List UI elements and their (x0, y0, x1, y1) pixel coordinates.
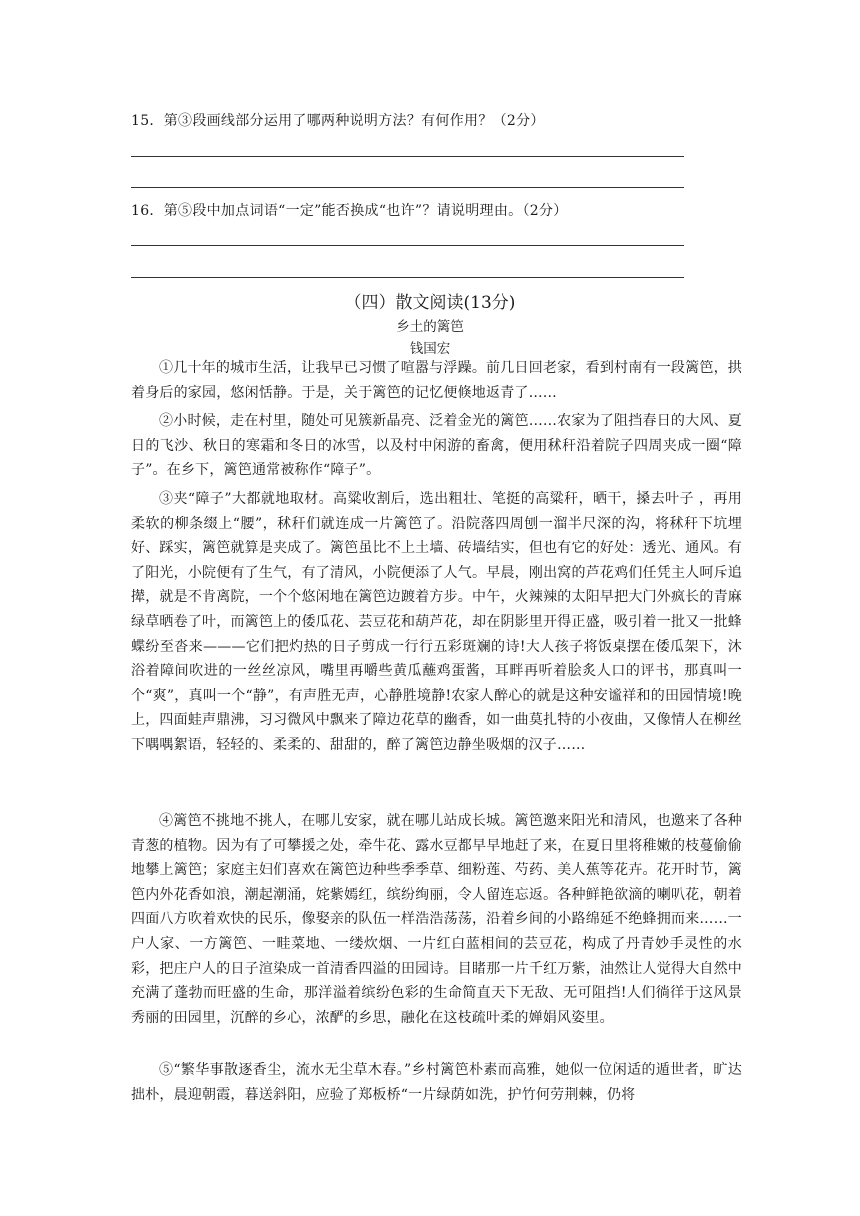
paragraph-2: ②小时候，走在村里，随处可见簇新晶亮、泛着金光的篱笆……农家为了阻挡春日的大风、夏日的飞沙、秋日的寒霜和冬日的冰雪，以及村中闲游的畜禽，便用秫秆沿着院子四周夹成一圈“障子”。在乡下，篱笆通常被称作“障子”。 (131, 413, 742, 479)
answer-line (131, 277, 684, 278)
essay-author: 钱国宏 (409, 341, 451, 357)
essay-title: 乡土的篱笆 (396, 319, 464, 335)
question-15: 15．第③段画线部分运用了哪两种说明方法？有何作用？（2分） (131, 113, 545, 129)
answer-line (131, 156, 684, 157)
paragraph-5: ⑤“繁华事散逐香尘，流水无尘草木春。”乡村篱笆朴素而高雅，她似一位闲适的遁世者，旷达拙朴，晨迎朝霞，暮送斜阳，应验了郑板桥“一片绿荫如洗，护竹何劳荆棘，仍将 (131, 1062, 742, 1103)
answer-line (131, 245, 684, 246)
section-heading: （四）散文阅读(13分) (344, 293, 516, 313)
question-16: 16．第⑤段中加点词语“一定”能否换成“也许”？请说明理由。（2分） (131, 203, 568, 219)
paragraph-1: ①几十年的城市生活，让我早已习惯了喧嚣与浮躁。前几日回老家，看到村南有一段篱笆，拱着身后的家园，悠闲恬静。于是，关于篱笆的记忆便倏地返青了…… (131, 360, 742, 401)
answer-line (131, 187, 684, 188)
paragraph-3: ③夹“障子”大都就地取材。高粱收割后，选出粗壮、笔挺的高粱秆，晒干，搡去叶子 ，再用柔软的柳条缀上“腰”，秫秆们就连成一片篱笆了。沿院落四周刨一溜半尺深的沟，将秫秆下坑埋好、踩实，篱笆就算是夹成了。篱笆虽比不上土墙、砖墙结实，但也有它的好处：透光、通风。有了阳光，小院便有了生气，有了清风，小院便添了人气。早晨，刚出窝的芦花鸡们任凭主人呵斥追撵，就是不肯离院，一个个悠闲地在篱笆边踱着方步。中午，火辣辣的太阳早把大门外疯长的青麻绿草晒卷了叶，而篱笆上的倭瓜花、芸豆花和葫芦花，却在阴影里开得正盛，吸引着一批又一批蜂蝶纷至沓来———它们把灼热的日子剪成一行行五彩斑斓的诗!大人孩子将饭桌摆在倭瓜架下，沐浴着障间吹进的一丝丝凉风，嘴里再嚼些黄瓜蘸鸡蛋酱，耳畔再听着脍炙人口的评书，那真叫一个“爽”，真叫一个“静”，有声胜无声，心静胜境静!农家人醉心的就是这种安谧祥和的田园情境!晚上，四面蛙声鼎沸，习习微风中飘来了障边花草的幽香，如一曲莫扎特的小夜曲，又像情人在柳丝下喁喁絮语，轻轻的、柔柔的、甜甜的，醉了篱笆边静坐吸烟的汉子…… (131, 491, 742, 753)
paragraph-4: ④篱笆不挑地不挑人，在哪儿安家，就在哪儿站成长城。篱笆邀来阳光和清风，也邀来了各种青葱的植物。因为有了可攀援之处，牵牛花、露水豆都早早地赶了来，在夏日里将稚嫩的枝蔓偷偷地攀上篱笆；家庭主妇们喜欢在篱笆边种些季季草、细粉莲、芍药、美人蕉等花卉。花开时节，篱笆内外花香如浪，潮起潮涌，姹紫嫣红，缤纷绚丽，令人留连忘返。各种鲜艳欲滴的喇叭花，朝着四面八方吹着欢快的民乐，像娶亲的队伍一样浩浩荡荡，沿着乡间的小路绵延不绝蜂拥而来……一户人家、一方篱笆、一畦菜地、一缕炊烟、一片红白蓝相间的芸豆花，构成了丹青妙手灵性的水彩，把庄户人的日子渲染成一首清香四溢的田园诗。目睹那一片千红万紫，油然让人觉得大自然中充满了蓬勃而旺盛的生命，那洋溢着缤纷色彩的生命简直天下无敌、无可阻挡!人们徜徉于这风景秀丽的田园里，沉醉的乡心，浓酽的乡思，融化在这枝疏叶柔的婵娟风姿里。 (131, 813, 742, 1026)
